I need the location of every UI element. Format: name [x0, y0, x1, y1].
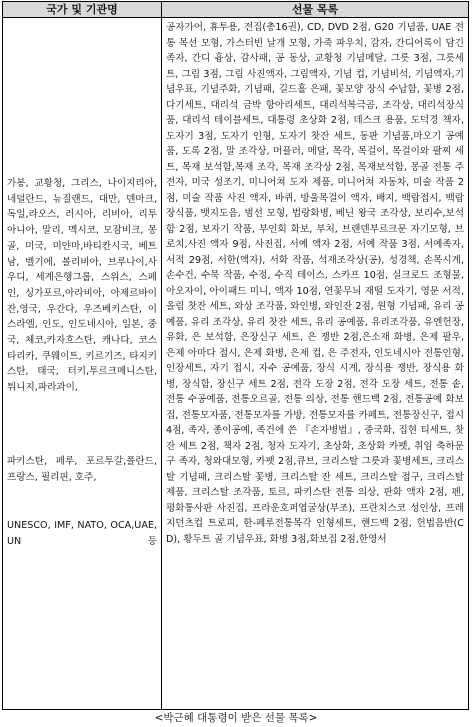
header-country-org: 국가 및 기관명 [46, 3, 118, 16]
table-header-row [3, 2, 468, 18]
header-gift-list: 선물 목록 [291, 3, 339, 16]
gift-table [2, 1, 469, 710]
country-list-group-2: 파키스탄, 페루, 포르투갈,폴란드, 프랑스, 필리핀, 호주, [7, 456, 157, 483]
column-divider [161, 2, 162, 709]
gift-list-text: 공자가어, 휴투용, 전집(총16권), CD, DVD 2점, G20 기념품, UAE 전통 목선 모형, 가스터빈 날개 모형, 가죽 파우치, 감자, 간디어록이 담긴 족자, 간디 흉상, 감사패, 공 동상, 교황청 기념메달, 그릇 3점, 그릇세트, 그림 3점, 그림 사진액자, 그림액자, 기념 컵, 기념비석, 기념액자,기념우표, 기념주화, 기념패, 길드홀 은패, 꽃모양 장식 수납함, 꽃병 2점, 다기세트, 대리석 금박 항아리세트, 대리석복극곰, 조각상, 대리석장식품, 대리석 테이블세트, 대통령 초상화 2점, 데스크 용품, 도덕경 책자, 도자기 3점, 도자기 인형, 도자기 찻잔 세트, 동판 기념품,마오기 공예품, 도록 2점, 말 조각상, 머플러, 메달, 목각, 목걸이, 목걸이와 팔찌 세트, 목재 보석함,목재 조각, 목재 조각상 2점, 목재보석함, 몽골 전통 주전자, 미국 성조기, 미니어쳐 도자 제품, 미니어쳐 자동차, 미술 작품 2점, 미술 작품 사진 액자, 바퀴, 방울목걸이 액자, 배지, 백랍접시, 백랍장식품, 뱃지도음, 범선 모형, 법랑화병, 베닌 왕국 조각상, 보리수,보석함 2점, 보자기 작품, 부인회 화보, 부처, 브랜덴부르크문 자기모형, 브로치,사진 액자 9점, 사진집, 서예 액자 2점, 서예 작품 3점, 서예족자, 서적 29점, 서한(액자), 서화 작품, 석재조각상(공), 성경책, 손목시계, 손수건, 수묵 작품, 수정, 수직 테이스, 스카프 10점, 실크로드 조형물, 아오자이, 아이패드 미니, 액자 10점, 연꽃무늬 재떨 도자기, 영문 서적, 올림 찻잔 세트, 와상 조각품, 와인병, 와인잔 2점, 원형 기념패, 유리 공예품, 유리 조각상, 유리 찻잔 세트, 유리 공예품, 유리조각품, 유엔헌장, 유화, 은 보석함, 은장신구 세트, 은 쟁반 2점,은소재 화병, 은제 팔우, 은제 아마다 접시, 은제 화병, 은제 컵, 은 주전자, 인도네시아 전통인형, 인장세트, 자기 접시, 자수 공예품, 장식 시계, 장식용 쟁반, 장식용 화병, 장식함, 장신구 세트 2점, 전각 도장 2점, 전각 도장 세트, 전통 솥, 전통 수공예품, 전통오르골, 전통 의상, 전통 핸드백 2점, 전통공예 화보집, 전통모자품, 전통모자를 가방, 전통모자를 카페트, 전통장신구, 접시 4점, 족자, 종이공예, 족건에 쓴 『손자병법』, 중국화, 집현 티세트, 찻잔 세트 2점, 책자 2점, 청자 도자기, 초상화, 초상화 카펫, 취임 축하문구 족자, 청와대모형, 카펫 2점,큐브, 크리스탈 그릇과 꽃병세트, 크리스탈 기념패, 크리스탈 꽃병, 크리스탈 잔 세트, 크리스탈 접구, 크리스탈 제품, 크리스탈 조각품, 토르, 파키스탄 전통 의상, 판화 액자 2점, 펜, 평화통사판 사진집, 프라운호퍼엽굴상(부조), 프란치스코 성인상, 프레지던츠컵 트로피, 한-페루전통목각 인형세트, 핸드백 2점, 헌법음반(CD), 황두트 골 기념우표, 화병 3점,화보집 2점,한영서 [166, 22, 464, 545]
country-list-group-1: 가봉, 교황청, 그리스, 나이지리아, 네덜란드, 뉴질랜드, 대만, 덴마크, 독일,라오스, 러시아, 리비아, 리투아니아, 말리, 멕시코, 모잠비크, 몽골, 미국, 미얀마,바티칸시국, 베트남, 벨기에, 볼리비아, 브루나이,사우디, 세계은행그룹, 스위스, 스페인, 싱가포르,아라비아, 아제르바이잔,영국, 우간다, 우즈베키스탄, 이스라엘, 인도, 인도네시아, 일본, 중국, 체코,카자흐스탄, 캐나다, 코스타리카, 쿠웨이트, 키르기즈, 타지키스탄, 태국, 터키,투르크메니스탄, 튀니지,파라과이, [7, 178, 157, 394]
organization-list: UNESCO, IMF, NATO, OCA,UAE, UN 등 [7, 520, 157, 547]
table-caption: <박근혜 대통령이 받은 선물 목록> [154, 712, 318, 724]
